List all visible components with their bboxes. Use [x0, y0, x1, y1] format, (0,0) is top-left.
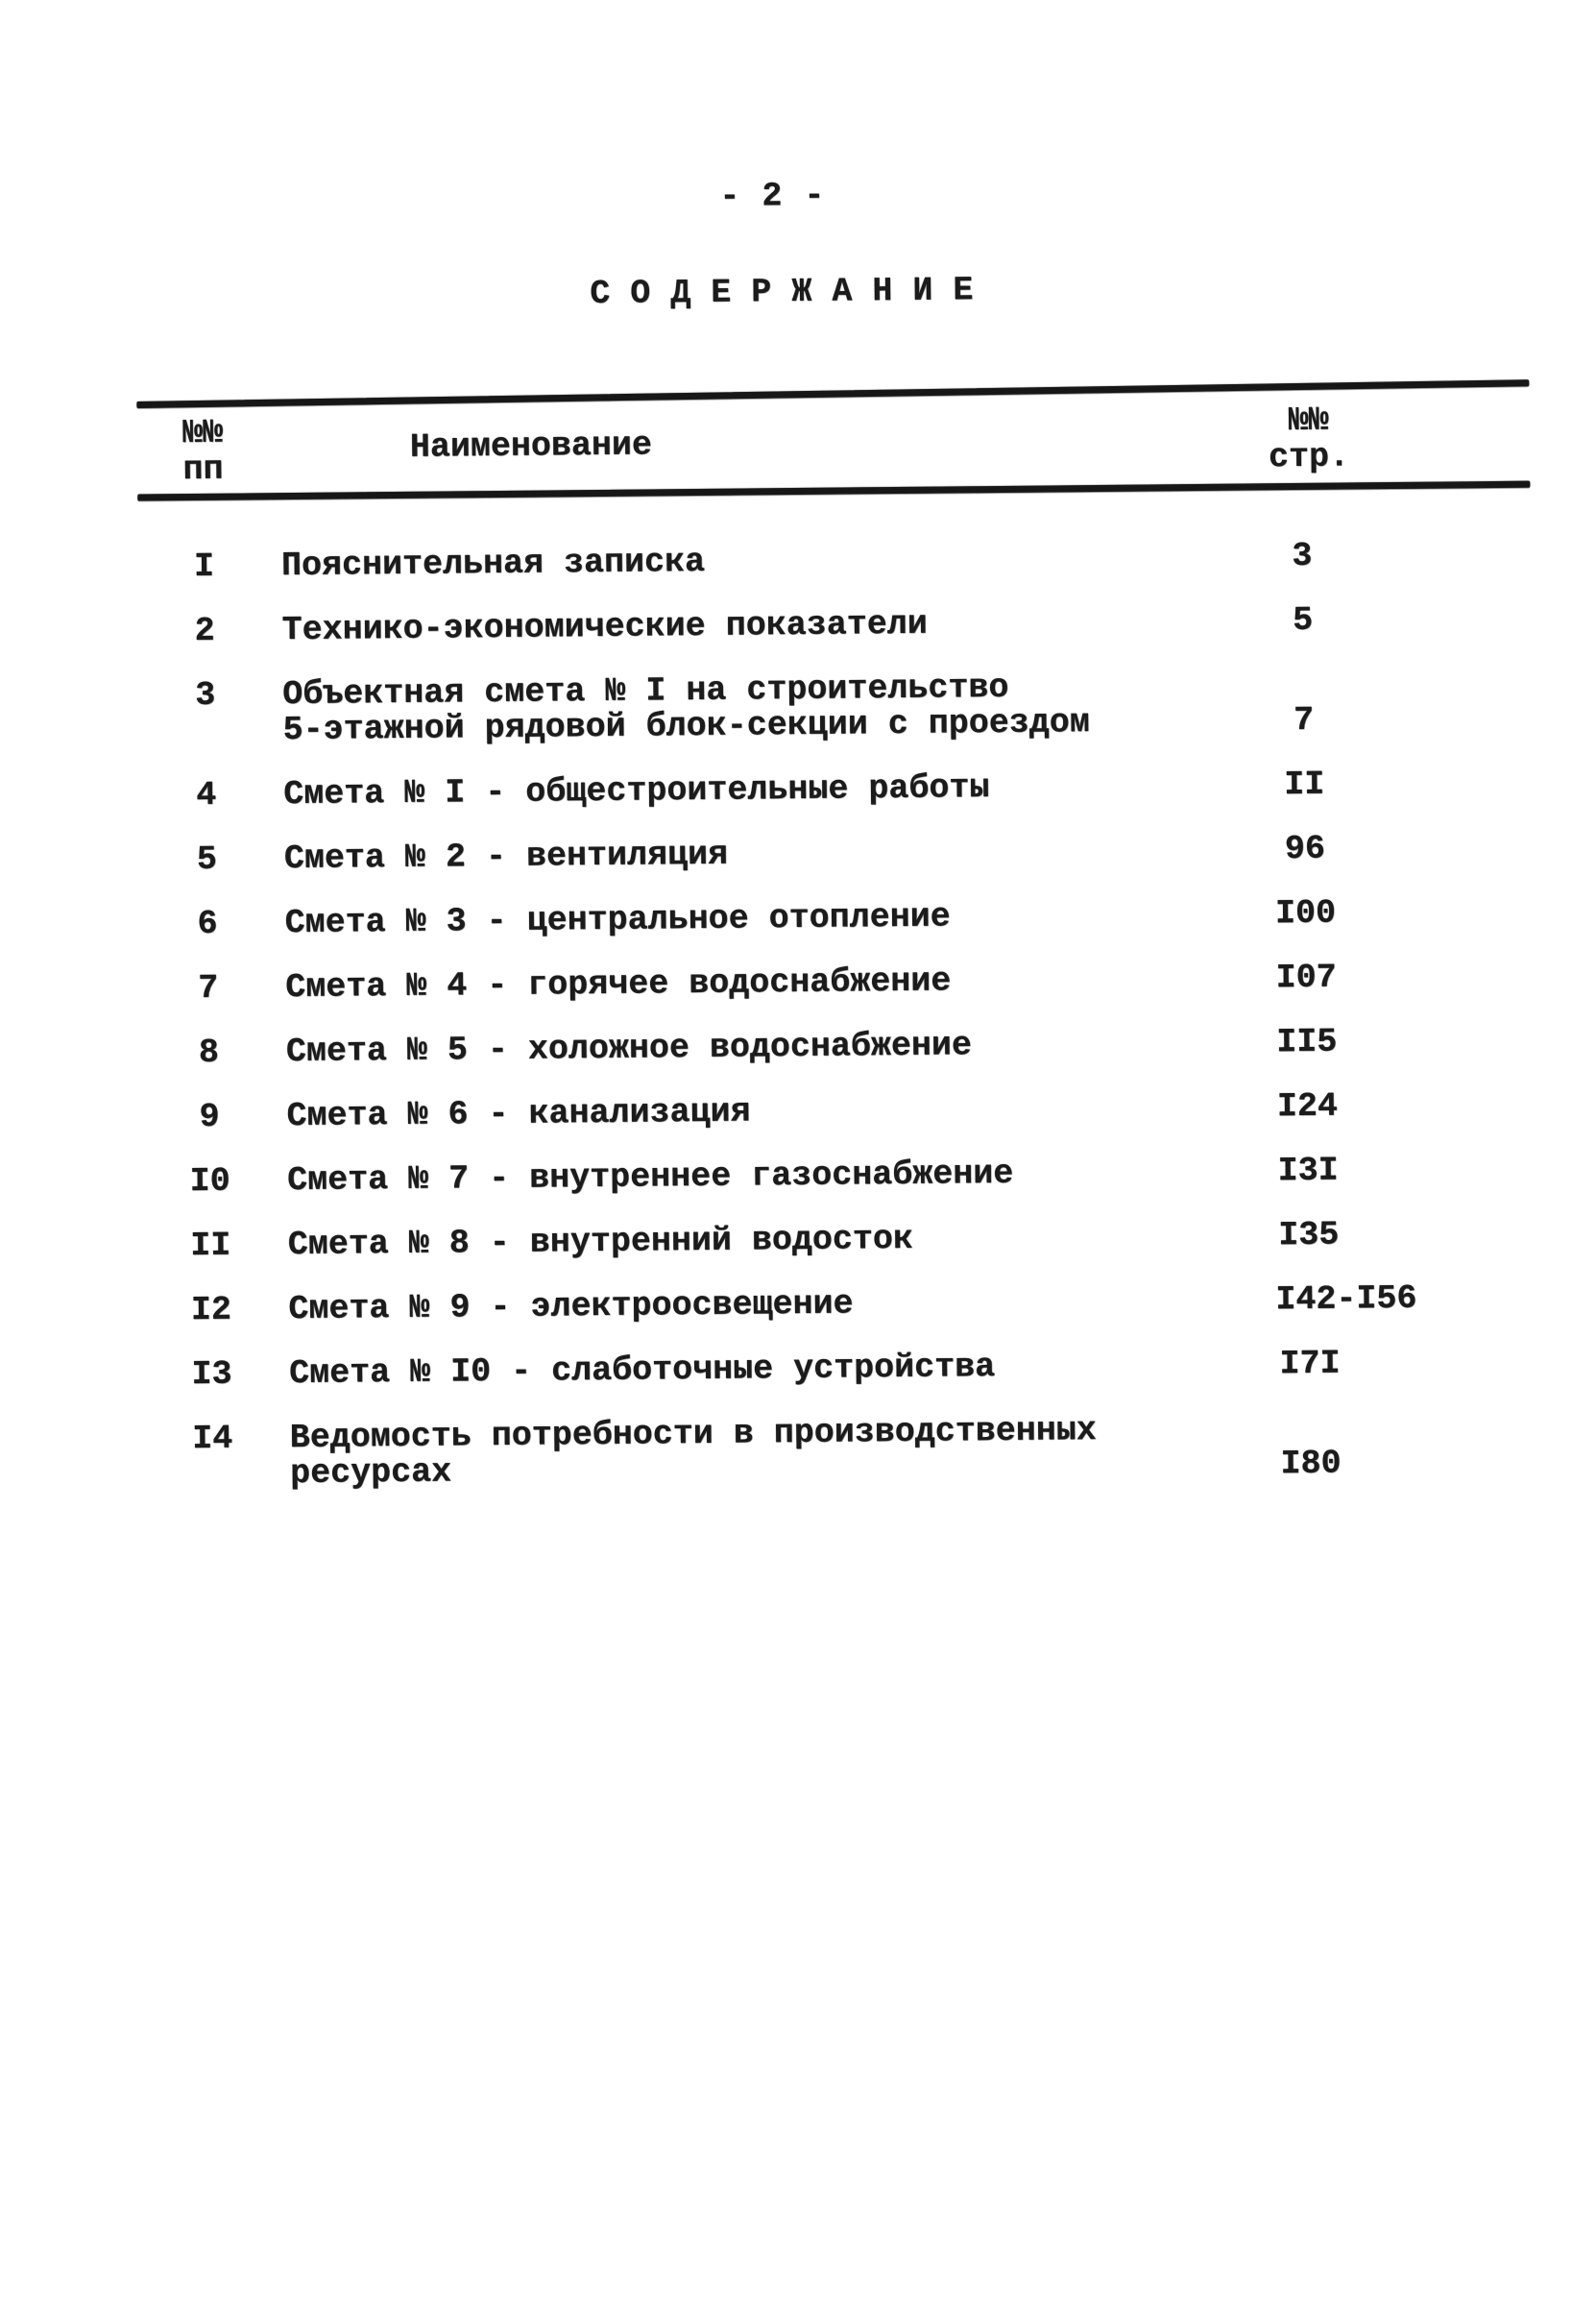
- row-page: 7: [1293, 700, 1315, 741]
- toc-row: [5, 1408, 1596, 1495]
- toc-row: [0, 536, 1592, 587]
- row-title: Смета № I - общестроительные работы: [283, 768, 990, 815]
- row-title: Объектная смета № I на строительство 5-этажной рядовой блок-секции с проездом: [282, 668, 1090, 750]
- row-number: 9: [199, 1097, 220, 1136]
- toc-row: [2, 1151, 1596, 1202]
- toc-row: [4, 1344, 1596, 1395]
- row-number: II: [190, 1226, 231, 1266]
- row-number: 6: [197, 904, 218, 944]
- row-number: 7: [198, 968, 219, 1008]
- document-title: С О Д Е Р Ж А Н И Е: [590, 271, 974, 314]
- row-title: Пояснительная записка: [280, 542, 706, 586]
- row-page: I80: [1280, 1444, 1342, 1484]
- row-title: Смета № 7 - внутреннее газоснабжение: [286, 1154, 1014, 1201]
- column-header-page-line2: стр.: [1268, 437, 1350, 477]
- toc-row: [0, 893, 1596, 944]
- row-number: 3: [195, 675, 216, 716]
- column-header-name: Наименование: [409, 426, 653, 467]
- row-title: Смета № 9 - электроосвещение: [288, 1284, 854, 1329]
- row-number: I3: [191, 1354, 232, 1395]
- row-page: I3I: [1277, 1151, 1339, 1191]
- toc-row: [0, 765, 1594, 815]
- row-title: Смета № 6 - канализация: [286, 1092, 751, 1136]
- row-title: Смета № 8 - внутренний водосток: [287, 1219, 914, 1265]
- table-header-rule: [137, 481, 1530, 501]
- toc-row: [1, 1086, 1596, 1137]
- toc-row: [0, 600, 1593, 651]
- row-page: I42-I56: [1275, 1278, 1417, 1320]
- row-page: I35: [1278, 1215, 1340, 1255]
- toc-row: [3, 1215, 1596, 1266]
- row-page: 3: [1292, 536, 1313, 576]
- page-number: - 2 -: [719, 176, 826, 216]
- row-number: 4: [196, 775, 217, 815]
- row-page: I07: [1275, 958, 1337, 998]
- column-header-number-line1: №№: [181, 413, 224, 453]
- row-title: Технико-экономические показатели: [281, 604, 928, 650]
- row-number: I4: [192, 1419, 233, 1459]
- column-header-page-line1: №№: [1288, 401, 1329, 441]
- toc-row: [3, 1279, 1596, 1330]
- row-number: 5: [196, 839, 218, 880]
- row-page: I7I: [1279, 1344, 1341, 1384]
- toc-row: [0, 958, 1596, 1009]
- row-number: I2: [190, 1290, 232, 1330]
- row-title: Смета № 2 - вентиляция: [283, 835, 729, 879]
- column-header-number-line2: пп: [182, 450, 224, 490]
- row-title: Смета № 4 - горячее водоснабжение: [285, 961, 952, 1008]
- row-title: Смета № 5 - холожное водоснабжение: [285, 1026, 973, 1072]
- toc-row: [0, 829, 1595, 880]
- column-header-number: [173, 415, 234, 489]
- row-page: II: [1284, 765, 1325, 805]
- row-page: I00: [1274, 893, 1337, 934]
- row-title: Смета № 3 - центральное отопление: [284, 897, 951, 943]
- row-title: Смета № I0 - слаботочные устройства: [288, 1348, 996, 1394]
- row-page: I24: [1276, 1086, 1339, 1127]
- row-page: 5: [1292, 600, 1314, 641]
- row-page: 96: [1284, 829, 1326, 869]
- toc-row: [1, 1022, 1596, 1073]
- row-page: II5: [1276, 1022, 1338, 1062]
- toc-rows: [0, 536, 1596, 1523]
- toc-row: [0, 665, 1594, 751]
- row-number: 8: [198, 1033, 220, 1072]
- row-number: I: [193, 547, 215, 587]
- row-title: Ведомость потребности в производственных ресурсах: [289, 1411, 1098, 1494]
- column-header-page: [1260, 401, 1357, 475]
- row-number: I0: [189, 1161, 230, 1202]
- row-number: 2: [194, 611, 215, 651]
